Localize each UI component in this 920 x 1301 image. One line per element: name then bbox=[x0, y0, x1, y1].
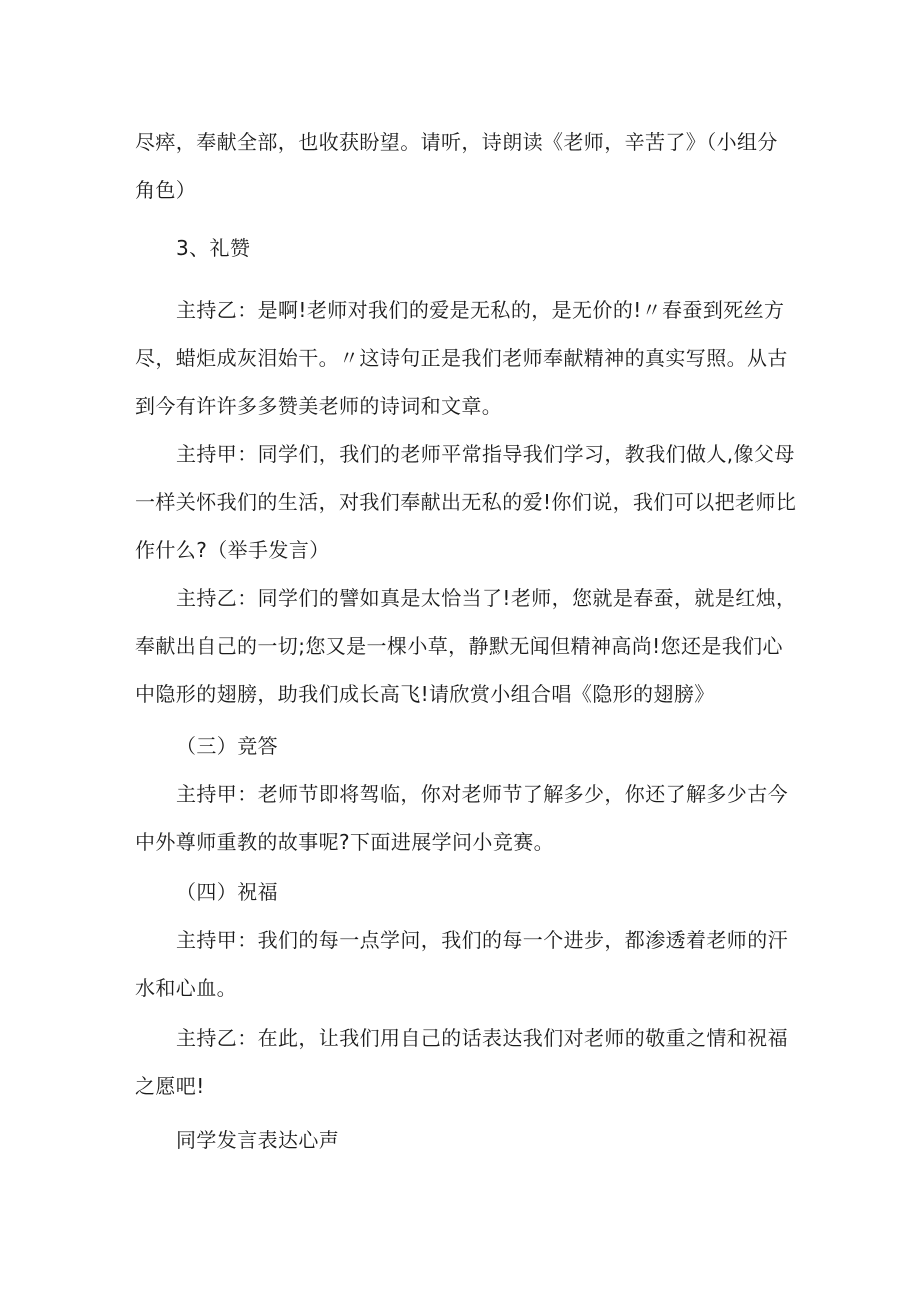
section-heading: 3、礼赞 bbox=[176, 236, 251, 260]
text-line: 作什么?（举手发言） bbox=[135, 538, 330, 562]
section-heading: （三）竞答 bbox=[176, 734, 278, 758]
text-line: 主持乙：同学们的譬如真是太恰当了!老师，您就是春蚕，就是红烛， bbox=[176, 586, 797, 610]
text-line: 中隐形的翅膀，助我们成长高飞!请欣赏小组合唱《隐形的翅膀》 bbox=[135, 682, 715, 706]
text-line: 同学发言表达心声 bbox=[176, 1128, 340, 1152]
text-line: 角色） bbox=[135, 178, 197, 202]
text-line: 主持甲：我们的每一点学问，我们的每一个进步，都渗透着老师的汗 bbox=[176, 928, 788, 952]
text-line: 一样关怀我们的生活，对我们奉献出无私的爱!你们说，我们可以把老师比 bbox=[135, 490, 797, 514]
text-line: 主持甲：同学们，我们的老师平常指导我们学习，教我们做人,像父母 bbox=[176, 442, 795, 466]
text-line: 水和心血。 bbox=[135, 976, 237, 1000]
text-line: 主持甲：老师节即将驾临，你对老师节了解多少，你还了解多少古今 bbox=[176, 782, 788, 806]
text-line: 主持乙：是啊!老师对我们的爱是无私的，是无价的!〃春蚕到死丝方 bbox=[176, 298, 785, 322]
text-line: 主持乙：在此，让我们用自己的话表达我们对老师的敬重之情和祝福 bbox=[176, 1026, 788, 1050]
text-line: 中外尊师重教的故事呢?下面进展学问小竞赛。 bbox=[135, 830, 555, 854]
text-line: 尽，蜡炬成灰泪始干。〃这诗句正是我们老师奉献精神的真实写照。从古 bbox=[135, 346, 788, 370]
section-heading: （四）祝福 bbox=[176, 880, 278, 904]
text-line: 尽瘁，奉献全部，也收获盼望。请听，诗朗读《老师，辛苦了》（小组分 bbox=[135, 130, 778, 154]
text-line: 之愿吧! bbox=[135, 1074, 205, 1098]
text-line: 奉献出自己的一切;您又是一棵小草，静默无闻但精神高尚!您还是我们心 bbox=[135, 634, 783, 658]
text-line: 到今有许许多多赞美老师的诗词和文章。 bbox=[135, 394, 503, 418]
